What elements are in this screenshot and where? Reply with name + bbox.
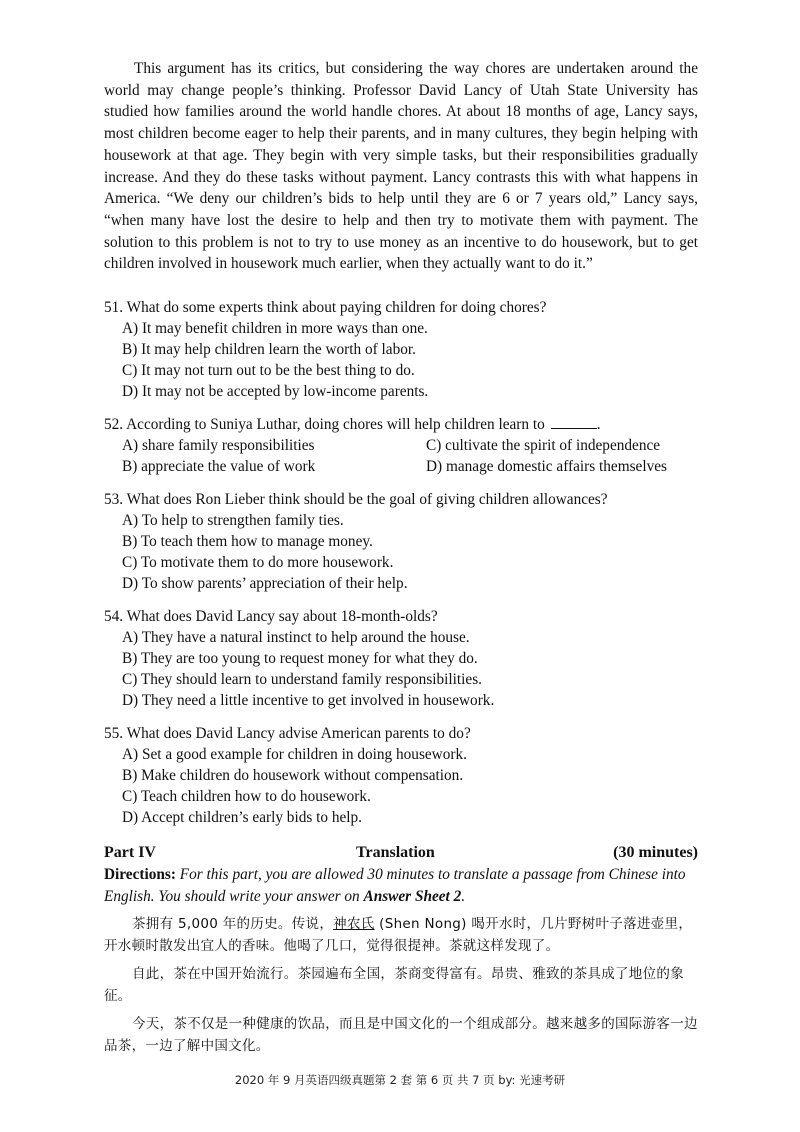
answer-sheet-label: Answer Sheet 2 <box>363 887 462 905</box>
question-54 <box>104 606 698 711</box>
option-d[interactable]: D) To show parents’ appreciation of their help. <box>122 575 408 593</box>
options-grid <box>104 435 698 477</box>
option-d[interactable]: D) It may not be accepted by low-income parents. <box>122 383 429 401</box>
answer-blank <box>551 414 597 429</box>
part-title: Translation <box>356 844 435 862</box>
option-a[interactable]: A) It may benefit children in more ways than one. <box>122 320 428 338</box>
part-header <box>104 842 698 864</box>
option-a[interactable]: A) Set a good example for children in doing housework. <box>122 746 467 764</box>
page-footer: 2020 年 9 月英语四级真题第 2 套 第 6 页 共 7 页 by: 光速考研 <box>234 1073 566 1087</box>
question-stem <box>104 414 698 435</box>
question-51 <box>104 297 698 402</box>
chinese-paragraph-2: 自此，茶在中国开始流行。茶园遍布全国，茶商变得富有。昂贵、雅致的茶具成了地位的象征。 <box>104 966 684 1005</box>
option-d[interactable]: D) manage domestic affairs themselves <box>426 458 667 476</box>
passage-paragraph: This argument has its critics, but considering the way chores are undertaken around the world may change people’s thinking. Professor David Lancy of Utah State University has studied how families around the world handle chores. At about 18 months of age, Lancy says, most children become eager to help their parents, and in many cultures, they begin helping with housework at that age. They begin with very simple tasks, but their responsibilities gradually increase. And they do these tasks without payment. Lancy contrasts this with what happens in America. “We deny our children’s bids to help until they are 6 or 7 years old,” Lancy says, “when many have lost the desire to help and then try to motivate them with payment. The solution to this problem is not to try to use money as an incentive to do housework, but to get children involved in housework much earlier, when they actually want to do it.” <box>104 60 698 273</box>
shen-nong-term: 神农氏 <box>333 916 375 933</box>
chinese-text: (Shen Nong) 喝开水时，几片野树叶子落进壶里，开水顿时散发出宜人的香味。他喝了几口，觉得很提神。茶就这样发现了。 <box>104 916 693 955</box>
question-stem: 53. What does Ron Lieber think should be the goal of giving children allowances? <box>104 491 608 509</box>
chinese-text: 茶拥有 5,000 年的历史。传说， <box>132 916 334 933</box>
question-stem: 51. What do some experts think about paying children for doing chores? <box>104 299 547 317</box>
option-c[interactable]: C) Teach children how to do housework. <box>122 788 371 806</box>
part-time: (30 minutes) <box>613 844 698 862</box>
chinese-paragraph-3: 今天，茶不仅是一种健康的饮品，而且是中国文化的一个组成部分。越来越多的国际游客一边品茶，一边了解中国文化。 <box>104 1016 698 1055</box>
question-stem-end: . <box>596 416 601 434</box>
option-a[interactable]: A) To help to strengthen family ties. <box>122 512 344 530</box>
exam-page <box>104 58 698 1057</box>
directions-label: Directions: <box>104 866 176 884</box>
option-b[interactable]: B) It may help children learn the worth of labor. <box>122 341 416 359</box>
question-52 <box>104 414 698 477</box>
option-a[interactable]: A) share family responsibilities <box>122 437 315 455</box>
question-55 <box>104 723 698 828</box>
chinese-paragraph-1 <box>104 913 698 957</box>
option-d[interactable]: D) Accept children’s early bids to help. <box>122 809 363 827</box>
question-53 <box>104 489 698 594</box>
question-stem-text: 52. According to Suniya Luthar, doing chores will help children learn to <box>104 416 545 434</box>
option-c[interactable]: C) To motivate them to do more housework. <box>122 554 394 572</box>
question-stem: 54. What does David Lancy say about 18-month-olds? <box>104 608 438 626</box>
directions-end: . <box>461 887 466 905</box>
option-b[interactable]: B) appreciate the value of work <box>122 458 316 476</box>
questions-section <box>104 297 698 828</box>
option-b[interactable]: B) Make children do housework without compensation. <box>122 767 464 785</box>
option-b[interactable]: B) To teach them how to manage money. <box>122 533 373 551</box>
directions <box>104 864 698 907</box>
option-c[interactable]: C) cultivate the spirit of independence <box>426 437 661 455</box>
question-stem: 55. What does David Lancy advise American parents to do? <box>104 725 471 743</box>
option-d[interactable]: D) They need a little incentive to get involved in housework. <box>122 692 495 710</box>
directions-text: For this part, you are allowed 30 minutes to translate a passage from Chinese into English. You should write your answer on <box>104 866 686 905</box>
option-a[interactable]: A) They have a natural instinct to help around the house. <box>122 629 470 647</box>
option-c[interactable]: C) They should learn to understand family responsibilities. <box>122 671 482 689</box>
part-number: Part IV <box>104 844 156 862</box>
option-b[interactable]: B) They are too young to request money for what they do. <box>122 650 478 668</box>
option-c[interactable]: C) It may not turn out to be the best thing to do. <box>122 362 415 380</box>
